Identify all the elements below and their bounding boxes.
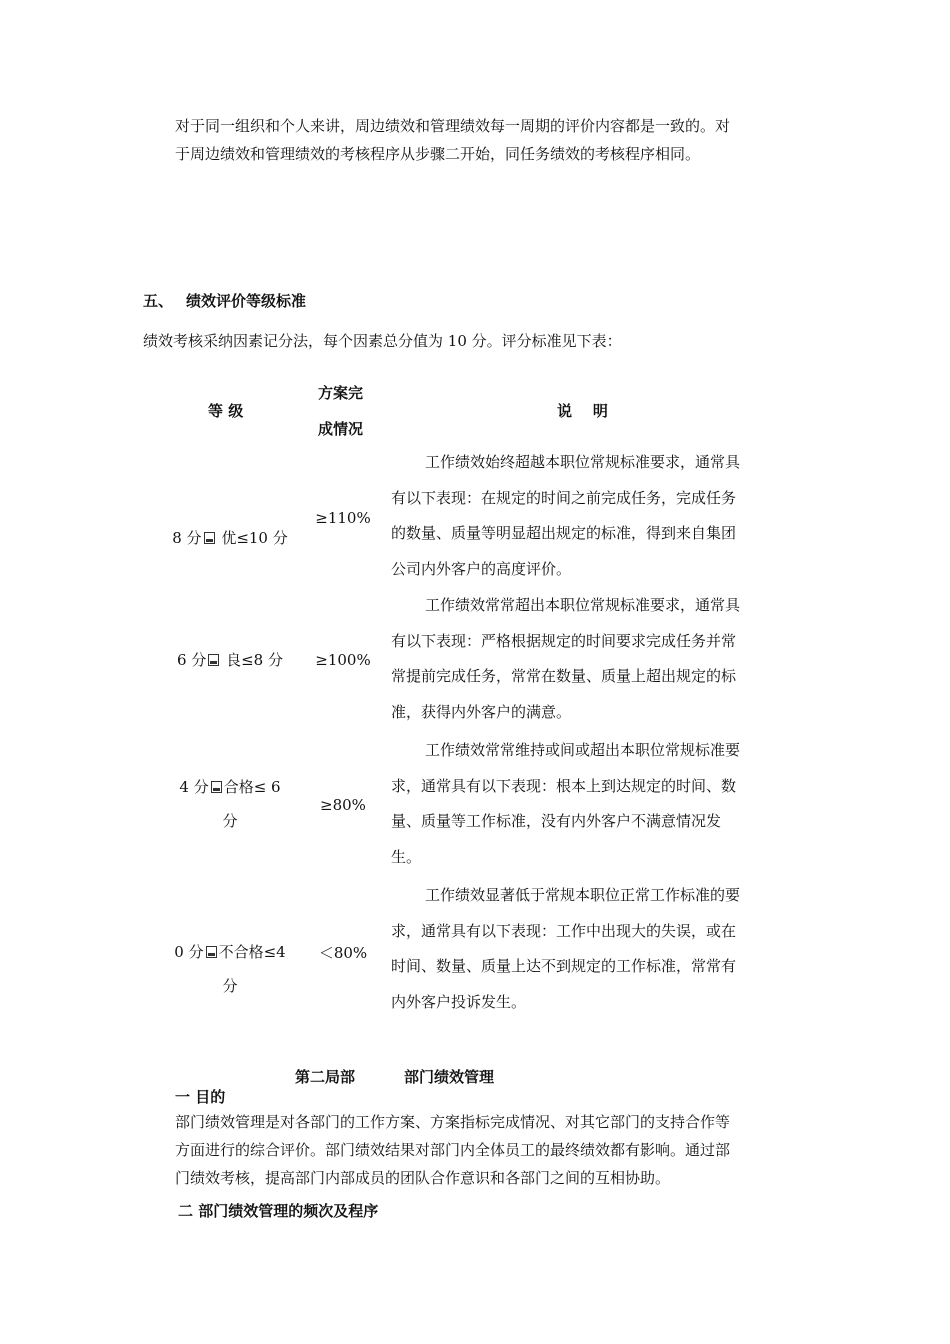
- section5-title: 绩效评价等级标准: [186, 292, 307, 310]
- intro-line-2: 于周边绩效和管理绩效的考核程序从步骤二开始，同任务绩效的考核程序相同。: [175, 145, 701, 163]
- placeholder-box-icon: [211, 781, 222, 793]
- row3-completion: ≥80%: [320, 796, 366, 814]
- row1-desc-1: 工作绩效始终超越本职位常规标准要求，通常具: [425, 453, 741, 471]
- row4-desc-3: 时间、数量、质量上达不到规定的工作标准，常常有: [391, 957, 737, 975]
- row2-grade: [160, 643, 300, 677]
- row3-grade-a: 4 分: [179, 778, 209, 796]
- row3-grade-b: 合格≤ 6: [223, 778, 281, 796]
- row1-grade: [160, 521, 300, 555]
- row2-completion: ≥100%: [315, 651, 371, 669]
- row2-desc-4: 准，获得内外客户的满意。: [391, 702, 572, 721]
- header-completion-1: 方案完: [318, 384, 364, 402]
- header-description: 说 明: [557, 402, 608, 420]
- row3-grade: [160, 770, 300, 838]
- row1-description: [391, 445, 791, 587]
- placeholder-box-icon: [206, 946, 217, 958]
- part2-title-b: 部门绩效管理: [404, 1068, 495, 1086]
- row1-desc-3: 的数量、质量等明显超出规定的标准，得到来自集团: [391, 524, 737, 542]
- row4-completion: ＜80%: [318, 944, 368, 962]
- row2-desc-2: 有以下表现：严格根据规定的时间要求完成任务并常: [391, 631, 737, 650]
- row4-desc-2: 求，通常具有以下表现：工作中出现大的失误，或在: [391, 921, 737, 940]
- row4-description: [391, 878, 791, 1020]
- row3-desc-3: 量、质量等工作标准，没有内外客户不满意情况发: [391, 812, 722, 830]
- row3-desc-2: 求，通常具有以下表现：根本上到达规定的时间、数: [391, 776, 737, 795]
- row3-grade-c: 分: [222, 812, 238, 830]
- row4-desc-1: 工作绩效显著低于常规本职位正常工作标准的要: [425, 886, 741, 904]
- row3-description: [391, 733, 791, 875]
- part2-sec2-title: 二 部门绩效管理的频次及程序: [178, 1202, 379, 1220]
- row2-desc-1: 工作绩效常常超出本职位常规标准要求，通常具: [425, 596, 741, 614]
- row4-grade-b: 不合格≤4: [218, 943, 286, 961]
- row1-desc-4: 公司内外客户的高度评价。: [391, 559, 572, 578]
- part2-sec1-line-2: 方面进行的综合评价。部门绩效结果对部门内全体员工的最终绩效都有影响。通过部: [175, 1141, 731, 1159]
- row1-grade-a: 8 分: [172, 529, 202, 547]
- part2-title-a: 第二局部: [295, 1068, 356, 1086]
- row2-grade-b: 良≤8 分: [221, 651, 283, 669]
- row4-grade-a: 0 分: [174, 943, 204, 961]
- row3-desc-1: 工作绩效常常维持或间或超出本职位常规标准要: [425, 741, 741, 759]
- row4-grade-c: 分: [222, 977, 238, 995]
- row4-desc-4: 内外客户投诉发生。: [391, 992, 527, 1011]
- intro-line-1: 对于同一组织和个人来讲，周边绩效和管理绩效每一周期的评价内容都是一致的。对: [175, 117, 731, 135]
- placeholder-box-icon: [208, 654, 219, 666]
- part2-sec1-line-3: 门绩效考核，提高部门内部成员的团队合作意识和各部门之间的互相协助。: [175, 1169, 671, 1187]
- part2-sec1-title: 一 目的: [175, 1088, 226, 1106]
- row2-grade-a: 6 分: [177, 651, 207, 669]
- row2-description: [391, 588, 791, 730]
- placeholder-box-icon: [204, 532, 215, 544]
- part2-sec1-line-1: 部门绩效管理是对各部门的工作方案、方案指标完成情况、对其它部门的支持合作等: [175, 1113, 731, 1131]
- section5-lead: 绩效考核采纳因素记分法，每个因素总分值为 10 分。评分标准见下表：: [143, 332, 622, 350]
- row3-desc-4: 生。: [391, 847, 422, 866]
- header-completion-2: 成情况: [318, 420, 364, 438]
- section5-number: 五、: [143, 292, 174, 310]
- row1-completion: ≥110%: [315, 509, 371, 527]
- row2-desc-3: 常提前完成任务，常常在数量、质量上超出规定的标: [391, 667, 737, 685]
- header-grade: 等 级: [208, 402, 244, 420]
- row4-grade: [160, 935, 300, 1003]
- row1-grade-b: 优≤10 分: [216, 529, 288, 547]
- row1-desc-2: 有以下表现：在规定的时间之前完成任务，完成任务: [391, 488, 737, 507]
